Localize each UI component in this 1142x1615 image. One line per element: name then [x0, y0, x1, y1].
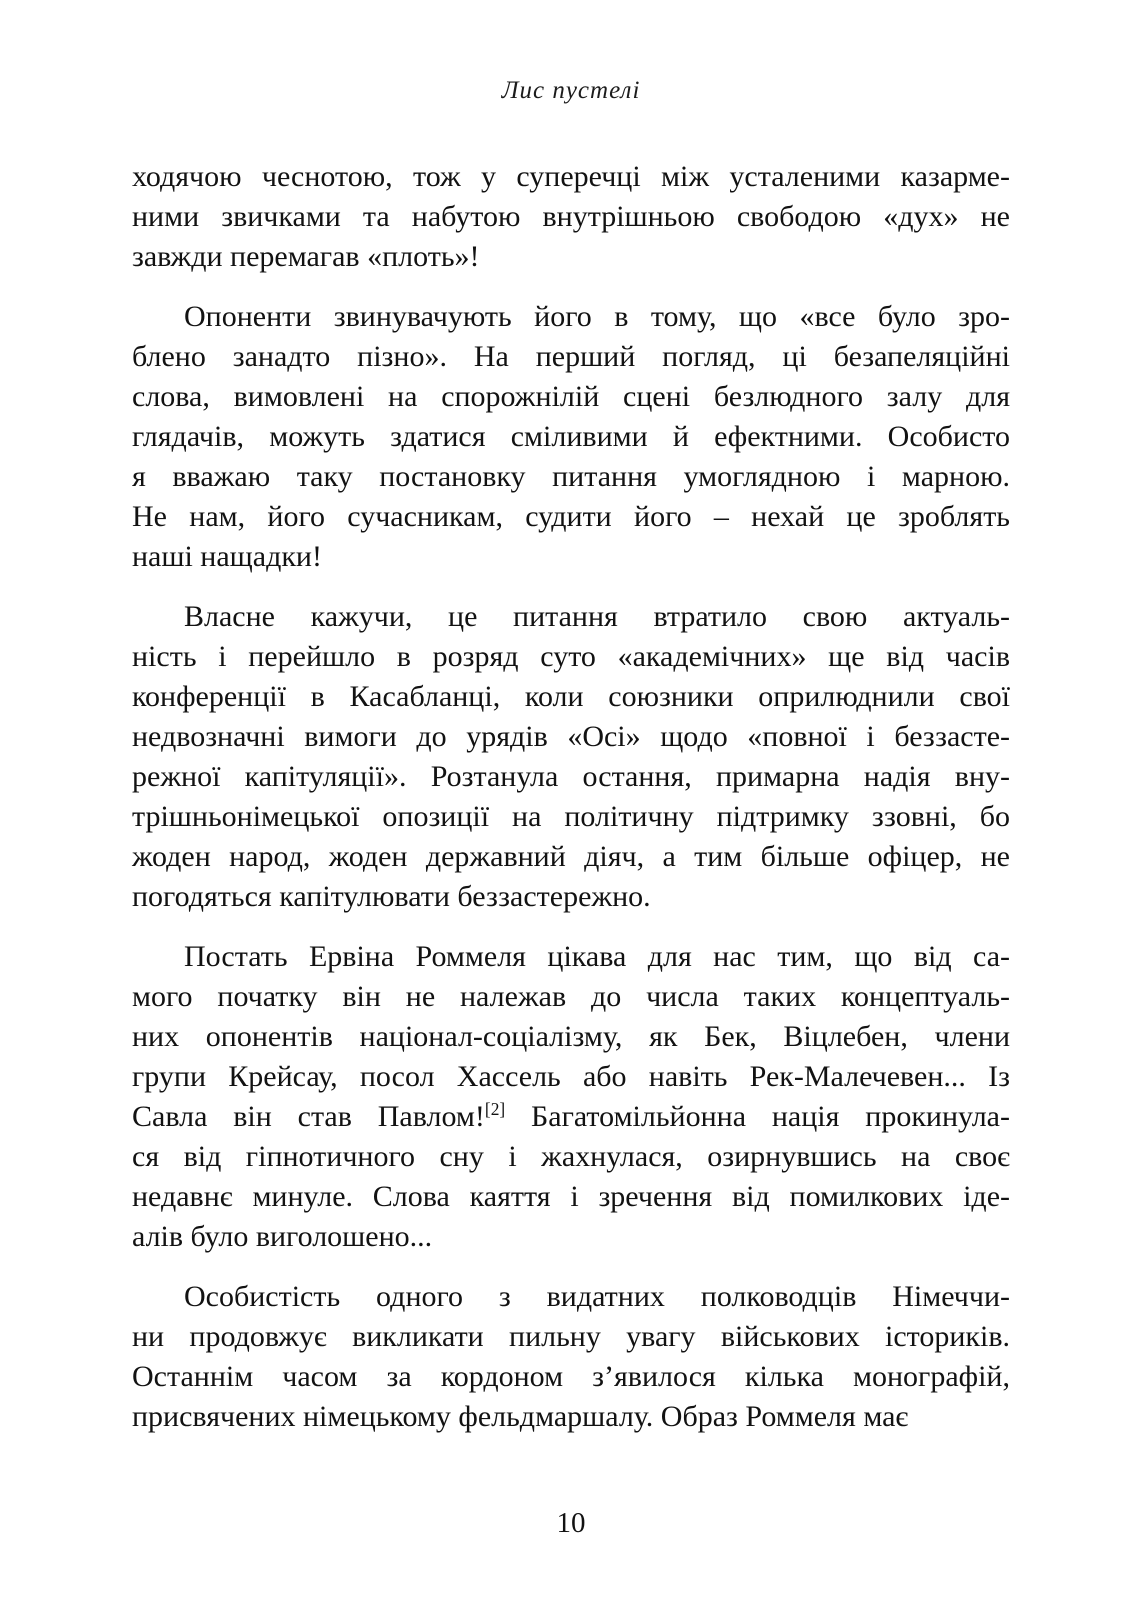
- paragraph: [132, 297, 1010, 577]
- text-line: присвячених німецькому фельдмаршалу. Образ Роммеля має: [132, 1400, 909, 1433]
- text-line: недавнє минуле. Слова каяття і зречення від помилкових іде-: [132, 1180, 1010, 1213]
- text-line: режної капітуляції». Розтанула остання, примарна надія вну-: [132, 760, 1010, 793]
- text-line: групи Крейсау, посол Хассель або навіть Рек-Малечевен... Із: [132, 1060, 1010, 1093]
- page-number: 10: [556, 1507, 586, 1539]
- footnote-marker: [2]: [484, 1099, 506, 1119]
- paragraph: [132, 597, 1010, 917]
- text-line: трішньонімецької опозиції на політичну підтримку ззовні, бо: [132, 800, 1010, 833]
- text-line: блено занадто пізно». На перший погляд, ці безапеляційні: [132, 340, 1010, 373]
- body-text: [132, 157, 1010, 1437]
- text-line: Савла він став Павлом![2] Багатомільйонна нація прокинула-: [132, 1099, 1010, 1133]
- text-line: алів було виголошено...: [132, 1220, 433, 1253]
- text-line: завжди перемагав «плоть»!: [132, 240, 480, 273]
- text-line: наші нащадки!: [132, 540, 322, 573]
- text-line: ходячою чеснотою, тож у суперечці між усталеними казарме-: [132, 160, 1010, 193]
- text-line: погодяться капітулювати беззастережно.: [132, 880, 651, 913]
- text-line: Останнім часом за кордоном з’явилося кілька монографій,: [132, 1360, 1010, 1393]
- text-line: Не нам, його сучасникам, судити його – нехай це зроблять: [132, 500, 1010, 533]
- text-line: слова, вимовлені на спорожнілій сцені безлюдного залу для: [132, 380, 1010, 413]
- paragraph: [132, 937, 1010, 1257]
- text-line: недвозначні вимоги до урядів «Осі» щодо «повної і беззасте-: [132, 720, 1010, 753]
- text-line: мого початку він не належав до числа таких концептуаль-: [132, 980, 1010, 1013]
- paragraph: [132, 157, 1010, 277]
- text-line: ність і перейшло в розряд суто «академічних» ще від часів: [132, 640, 1010, 673]
- text-line: жоден народ, жоден державний діяч, а тим більше офіцер, не: [132, 840, 1010, 873]
- text-line: ни продовжує викликати пильну увагу військових істориків.: [132, 1320, 1010, 1353]
- paragraph: [132, 1277, 1010, 1437]
- text-line: Постать Ервіна Роммеля цікава для нас тим, що від са-: [184, 940, 1010, 973]
- text-line: глядачів, можуть здатися сміливими й ефектними. Особисто: [132, 420, 1010, 453]
- text-line: ся від гіпнотичного сну і жахнулася, озирнувшись на своє: [132, 1140, 1010, 1173]
- text-line: Власне кажучи, це питання втратило свою актуаль-: [184, 600, 1010, 633]
- text-line: я вважаю таку постановку питання умоглядною і марною.: [132, 460, 1010, 493]
- text-line: конференції в Касабланці, коли союзники оприлюднили свої: [132, 680, 1010, 713]
- text-line: ними звичками та набутою внутрішньою свободою «дух» не: [132, 200, 1010, 233]
- running-header: Лис пустелі: [501, 77, 641, 104]
- text-line: них опонентів націонал-соціалізму, як Бек, Віцлебен, члени: [132, 1020, 1010, 1053]
- text-line: Опоненти звинувачують його в тому, що «все було зро-: [184, 300, 1010, 333]
- text-line: Особистість одного з видатних полководців Німеччи-: [184, 1280, 1010, 1313]
